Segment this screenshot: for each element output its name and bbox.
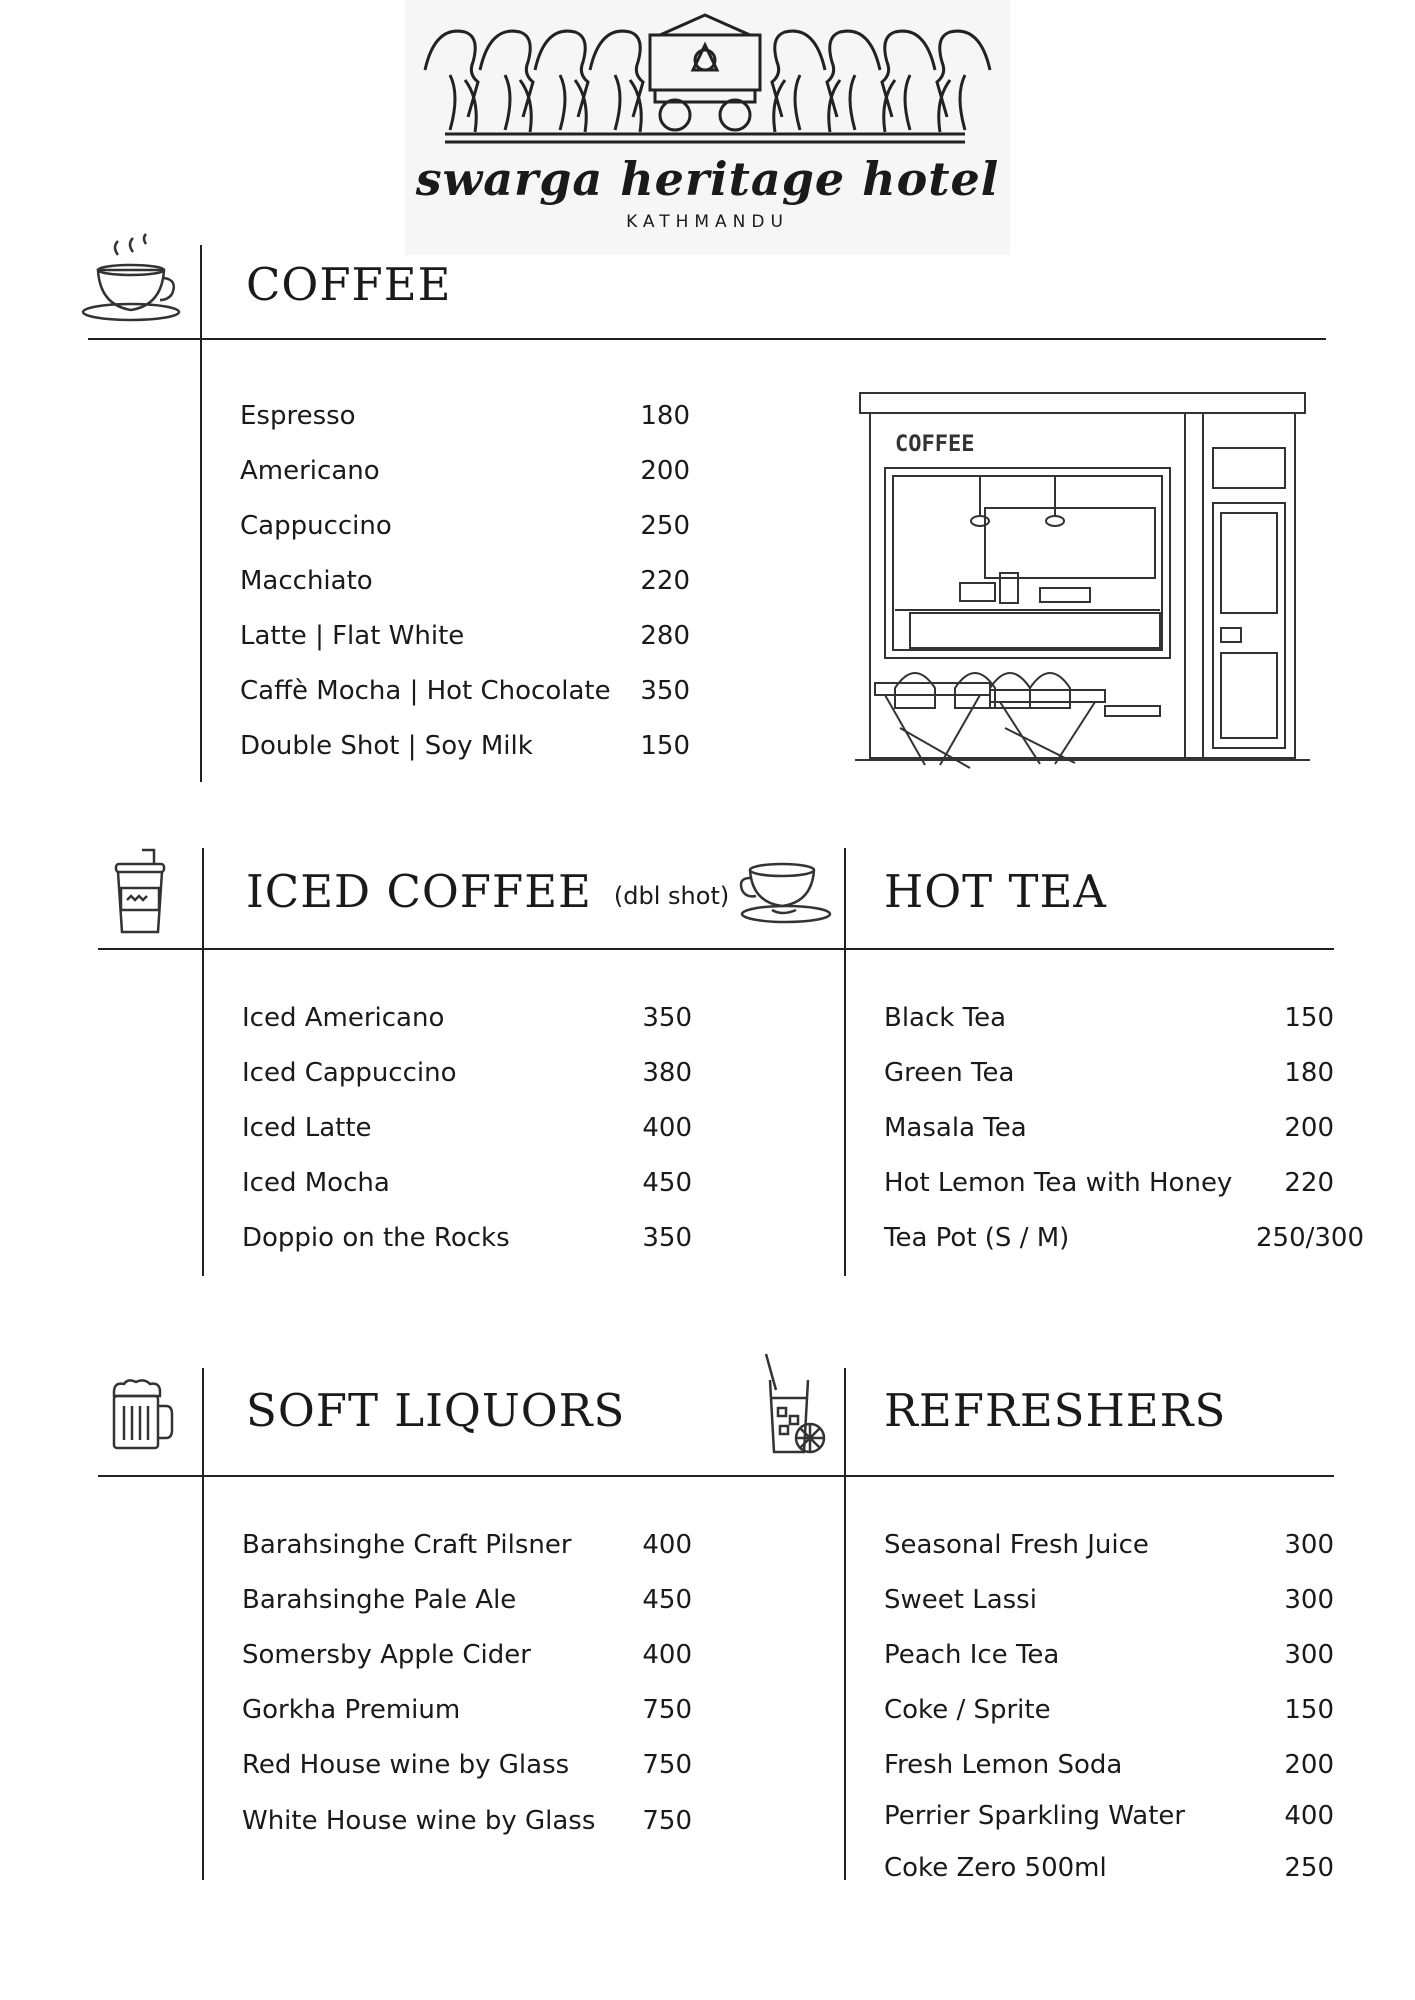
item-name: Fresh Lemon Soda <box>884 1750 1123 1780</box>
item-name: Seasonal Fresh Juice <box>884 1530 1149 1560</box>
hot-tea-section-title: HOT TEA <box>884 865 1107 918</box>
menu-item <box>242 1163 692 1203</box>
item-name: Cappuccino <box>240 511 392 541</box>
item-price: 150 <box>640 731 690 761</box>
item-price: 750 <box>642 1695 692 1725</box>
soft-liquors-menu-list <box>242 1525 692 1865</box>
item-name: Sweet Lassi <box>884 1585 1037 1615</box>
hotel-logo <box>405 0 1010 255</box>
item-price: 300 <box>1284 1585 1334 1615</box>
item-price: 150 <box>1284 1695 1334 1725</box>
menu-item <box>240 451 690 491</box>
item-price: 200 <box>1284 1750 1334 1780</box>
item-name: Latte | Flat White <box>240 621 465 651</box>
item-price: 250/300 <box>1255 1223 1364 1253</box>
refreshers-menu-list <box>884 1525 1334 1895</box>
item-price: 250 <box>1284 1853 1334 1883</box>
item-price: 350 <box>640 676 690 706</box>
menu-item <box>240 561 690 601</box>
menu-item <box>884 1163 1334 1203</box>
item-name: Barahsinghe Pale Ale <box>242 1585 517 1615</box>
menu-item <box>242 1053 692 1093</box>
menu-item <box>884 1580 1334 1620</box>
item-price: 350 <box>642 1003 692 1033</box>
chariot-horses-icon <box>405 0 1010 150</box>
item-price: 300 <box>1284 1640 1334 1670</box>
item-name: Coke / Sprite <box>884 1695 1051 1725</box>
menu-item <box>242 1580 692 1620</box>
item-price: 400 <box>642 1530 692 1560</box>
soft-liquors-divider-vertical <box>202 1368 204 1880</box>
item-price: 220 <box>1284 1168 1334 1198</box>
soft-liquors-section-title: SOFT LIQUORS <box>246 1384 626 1437</box>
hot-tea-menu-list <box>884 998 1364 1268</box>
item-price: 200 <box>1284 1113 1334 1143</box>
menu-item <box>240 506 690 546</box>
item-name: Black Tea <box>884 1003 1007 1033</box>
item-price: 300 <box>1284 1530 1334 1560</box>
item-price: 400 <box>642 1640 692 1670</box>
coffee-shop-sign: COFFEE <box>895 432 975 457</box>
item-name: Iced Latte <box>242 1113 372 1143</box>
item-price: 380 <box>642 1058 692 1088</box>
item-name: Macchiato <box>240 566 373 596</box>
hot-tea-divider-vertical <box>844 848 846 1276</box>
refreshers-section-title: REFRESHERS <box>884 1384 1227 1437</box>
refresher-glass-icon <box>760 1350 832 1458</box>
menu-item <box>884 1218 1364 1258</box>
item-price: 220 <box>640 566 690 596</box>
bottom-divider-horizontal <box>98 1475 1334 1477</box>
hotel-city: KATHMANDU <box>626 212 789 232</box>
item-price: 180 <box>640 401 690 431</box>
menu-item <box>242 998 692 1038</box>
item-name: Masala Tea <box>884 1113 1027 1143</box>
menu-item <box>242 1801 692 1841</box>
item-name: Perrier Sparkling Water <box>884 1801 1186 1831</box>
item-name: Double Shot | Soy Milk <box>240 731 533 761</box>
item-name: Iced Americano <box>242 1003 445 1033</box>
menu-item <box>242 1690 692 1730</box>
item-name: Caffè Mocha | Hot Chocolate <box>240 676 611 706</box>
tea-cup-icon <box>738 858 834 928</box>
item-name: Coke Zero 500ml <box>884 1853 1107 1883</box>
menu-item <box>240 616 690 656</box>
item-price: 400 <box>1284 1801 1334 1831</box>
item-price: 250 <box>640 511 690 541</box>
menu-item <box>240 671 690 711</box>
item-name: Espresso <box>240 401 356 431</box>
item-name: Iced Cappuccino <box>242 1058 457 1088</box>
iced-coffee-icon <box>112 848 168 936</box>
item-price: 450 <box>642 1585 692 1615</box>
iced-coffee-note: (dbl shot) <box>613 881 730 910</box>
item-price: 400 <box>642 1113 692 1143</box>
menu-item <box>240 726 690 766</box>
iced-coffee-title-text: ICED COFFEE <box>246 865 592 918</box>
item-price: 280 <box>640 621 690 651</box>
item-price: 180 <box>1284 1058 1334 1088</box>
item-name: White House wine by Glass <box>242 1806 596 1836</box>
coffee-shop-illustration <box>855 388 1315 778</box>
coffee-cup-icon <box>78 230 188 325</box>
item-name: Green Tea <box>884 1058 1015 1088</box>
hotel-name: swarga heritage hotel <box>415 152 1000 206</box>
coffee-menu-list <box>240 396 690 776</box>
item-name: Peach Ice Tea <box>884 1640 1060 1670</box>
item-name: Doppio on the Rocks <box>242 1223 510 1253</box>
item-name: Somersby Apple Cider <box>242 1640 531 1670</box>
iced-coffee-menu-list <box>242 998 692 1268</box>
item-price: 350 <box>642 1223 692 1253</box>
item-name: Iced Mocha <box>242 1168 390 1198</box>
iced-coffee-section-title <box>246 865 729 918</box>
item-name: Red House wine by Glass <box>242 1750 570 1780</box>
coffee-divider-vertical <box>200 245 202 782</box>
item-price: 750 <box>642 1806 692 1836</box>
menu-item <box>240 396 690 436</box>
menu-item <box>884 1053 1334 1093</box>
coffee-divider-horizontal <box>88 338 1326 340</box>
refreshers-divider-vertical <box>844 1368 846 1880</box>
menu-item <box>884 1796 1334 1836</box>
menu-item <box>884 1635 1334 1675</box>
menu-item <box>884 1108 1334 1148</box>
menu-item <box>884 1848 1334 1888</box>
menu-item <box>242 1218 692 1258</box>
menu-item <box>884 998 1334 1038</box>
middle-divider-horizontal <box>98 948 1334 950</box>
menu-item <box>884 1525 1334 1565</box>
iced-coffee-divider-vertical <box>202 848 204 1276</box>
item-price: 450 <box>642 1168 692 1198</box>
menu-item <box>884 1690 1334 1730</box>
coffee-section-title: COFFEE <box>246 258 452 311</box>
menu-item <box>242 1525 692 1565</box>
menu-item <box>242 1108 692 1148</box>
menu-item <box>884 1745 1334 1785</box>
item-name: Americano <box>240 456 380 486</box>
item-price: 150 <box>1284 1003 1334 1033</box>
item-name: Hot Lemon Tea with Honey <box>884 1168 1233 1198</box>
item-price: 750 <box>642 1750 692 1780</box>
item-name: Tea Pot (S / M) <box>884 1223 1070 1253</box>
item-name: Barahsinghe Craft Pilsner <box>242 1530 572 1560</box>
item-price: 200 <box>640 456 690 486</box>
item-name: Gorkha Premium <box>242 1695 461 1725</box>
beer-mug-icon <box>108 1378 176 1452</box>
menu-item <box>242 1635 692 1675</box>
menu-item <box>242 1745 692 1785</box>
